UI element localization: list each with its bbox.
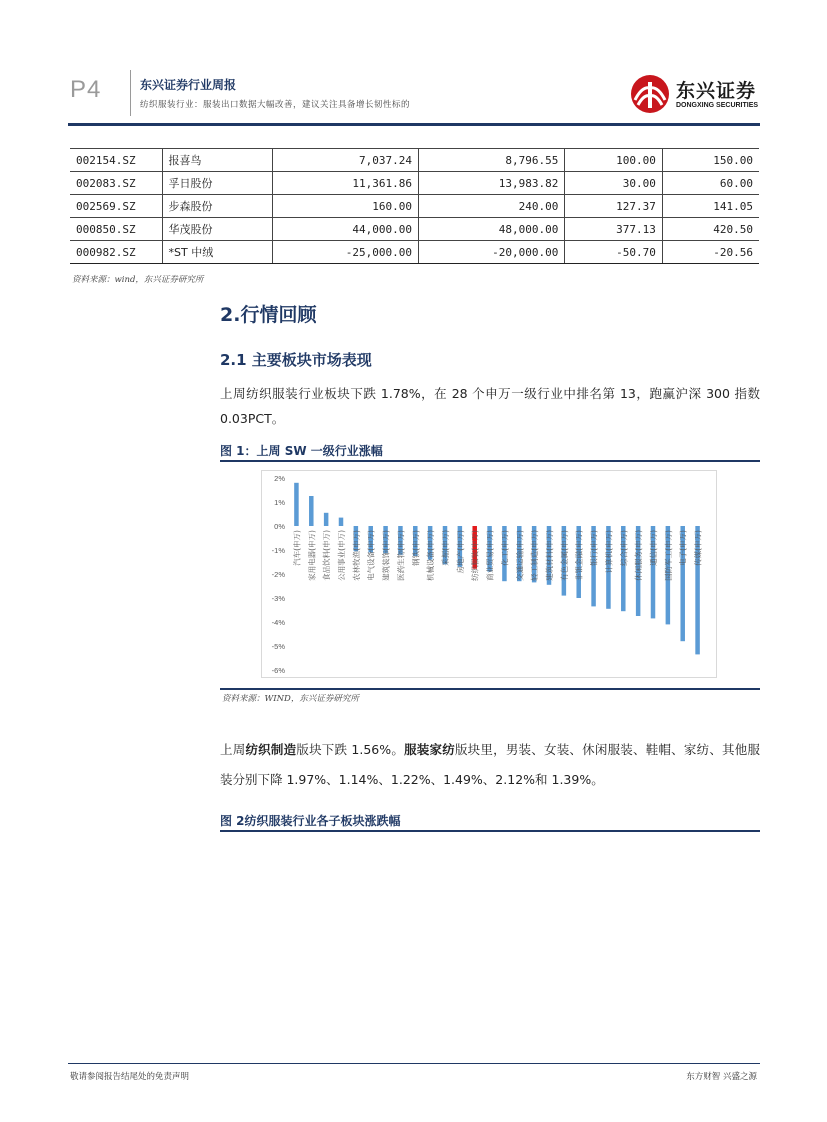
logo-icon [630,74,670,114]
stock-name-cell: *ST 中绒 [162,241,272,264]
value4-cell: 150.00 [662,149,759,172]
figure1-top-rule [220,460,760,462]
para2-text-a: 上周 [220,742,246,757]
category-label: 休闲服务(申万) [634,530,644,581]
logo-english-name: DONGXING SECURITIES [676,102,759,109]
y-tick-label: -2% [271,570,285,579]
category-label: 国防军工(申万) [663,530,673,581]
y-tick-label: 2% [274,474,285,483]
y-tick-label: 0% [274,522,285,531]
category-label: 房地产(申万) [455,530,465,574]
figure1-source-note: 资料来源：WIND，东兴证券研究所 [222,694,359,704]
value1-cell: 7,037.24 [272,149,418,172]
report-series-title: 东兴证券行业周报 [140,78,237,92]
stock-name-cell: 步森股份 [162,195,272,218]
table-row [70,172,759,195]
category-label: 综合(申万) [619,530,629,566]
subsection-heading: 2.1 主要板块市场表现 [220,351,372,369]
category-label: 有色金属(申万) [559,530,569,581]
footer-slogan: 东方财智 兴盛之源 [686,1072,757,1082]
value2-cell: 48,000.00 [418,218,564,241]
stock-code-cell: 002154.SZ [70,149,162,172]
category-label: 医药生物(申万) [396,530,406,581]
figure2-title: 图 2纺织服装行业各子板块涨跌幅 [220,814,401,828]
category-label: 电子(申万) [678,530,688,566]
category-label: 建筑装饰(申万) [381,530,391,581]
figure1-bottom-rule [220,688,760,690]
value2-cell: 8,796.55 [418,149,564,172]
table-source-note: 资料来源：wind，东兴证券研究所 [72,275,204,285]
value4-cell: -20.56 [662,241,759,264]
value4-cell: 420.50 [662,218,759,241]
y-tick-label: 1% [274,498,285,507]
value3-cell: -50.70 [565,241,663,264]
bar [324,513,329,526]
figure2-top-rule [220,830,760,832]
figure1-title: 图 1：上周 SW 一级行业涨幅 [220,444,383,458]
value1-cell: 44,000.00 [272,218,418,241]
value1-cell: -25,000.00 [272,241,418,264]
y-tick-label: -6% [271,666,285,675]
category-label: 家用电器(申万) [307,530,317,581]
value4-cell: 141.05 [662,195,759,218]
paragraph-market-performance: 上周纺织服装行业板块下跌 1.78%，在 28 个申万一级行业中排名第 13，跑赢沪深 300 指数 0.03PCT。 [220,386,760,426]
paragraph-subsector-performance [220,735,760,795]
page-number: P4 [70,76,102,103]
category-label: 商业贸易(申万) [485,530,495,581]
stock-name-cell: 报喜鸟 [162,149,272,172]
value1-cell: 160.00 [272,195,418,218]
y-tick-label: -5% [271,642,285,651]
company-logo [630,72,760,116]
header-divider [130,70,131,116]
bar [309,496,314,526]
para2-text-e: 版块里，男装、女装、休闲服装、鞋帽、家纺、其他服装分别下降 1.97%、1.14%、1.22%、1.49%、2.12%和 1.39%。 [220,742,760,787]
y-tick-label: -4% [271,618,285,627]
para2-text-c: 版块下跌 1.56%。 [296,742,405,757]
category-label: 计算机(申万) [604,530,614,574]
category-label: 钢铁(申万) [411,530,421,566]
value2-cell: 13,983.82 [418,172,564,195]
category-label: 通信(申万) [649,530,658,566]
logo-chinese-name: 东兴证券 [676,80,757,102]
category-label: 非银金融(申万) [574,530,584,581]
category-label: 传媒(申万) [693,530,703,566]
y-tick-label: -1% [271,546,285,555]
value2-cell: 240.00 [418,195,564,218]
bar [294,483,299,526]
table-row [70,149,759,172]
value2-cell: -20,000.00 [418,241,564,264]
table-row [70,241,759,264]
y-tick-label: -3% [271,594,285,603]
footer-rule [68,1063,760,1064]
table-row [70,195,759,218]
report-subtitle: 纺织服装行业：服装出口数据大幅改善，建议关注具备增长韧性标的 [140,100,411,110]
table-row [70,218,759,241]
stock-code-cell: 000850.SZ [70,218,162,241]
stock-name-cell: 孚日股份 [162,172,272,195]
category-label: 电气设备(申万) [366,530,376,581]
value1-cell: 11,361.86 [272,172,418,195]
category-label: 食品饮料(申万) [322,530,332,581]
value3-cell: 127.37 [565,195,663,218]
para2-bold-textile: 纺织制造 [245,742,297,757]
category-label: 农林牧渔(申万) [351,530,361,581]
para2-bold-apparel: 服装家纺 [404,742,455,757]
category-label: 化工(申万) [500,530,510,566]
value4-cell: 60.00 [662,172,759,195]
section-heading: 2.行情回顾 [220,304,317,326]
category-label: 汽车(申万) [292,530,302,566]
value3-cell: 377.13 [565,218,663,241]
category-label: 轻工制造(申万) [530,530,540,581]
stock-name-cell: 华茂股份 [162,218,272,241]
category-label: 机械设备(申万) [426,530,436,581]
category-label: 公用事业(申万) [337,530,346,581]
company-data-table [70,148,759,264]
sw-industry-bar-chart [261,470,717,678]
value3-cell: 100.00 [565,149,663,172]
stock-code-cell: 002569.SZ [70,195,162,218]
category-label: 银行(申万) [589,530,599,566]
category-label: 纺织服装(申万) [470,530,480,581]
category-label: 交通运输(申万) [515,530,525,581]
value3-cell: 30.00 [565,172,663,195]
category-label: 采掘(申万) [441,530,450,566]
stock-code-cell: 000982.SZ [70,241,162,264]
stock-code-cell: 002083.SZ [70,172,162,195]
category-label: 建筑材料(申万) [545,530,554,581]
header-rule [68,123,760,126]
footer-disclaimer: 敬请参阅报告结尾处的免责声明 [70,1072,190,1082]
bar [339,518,344,526]
